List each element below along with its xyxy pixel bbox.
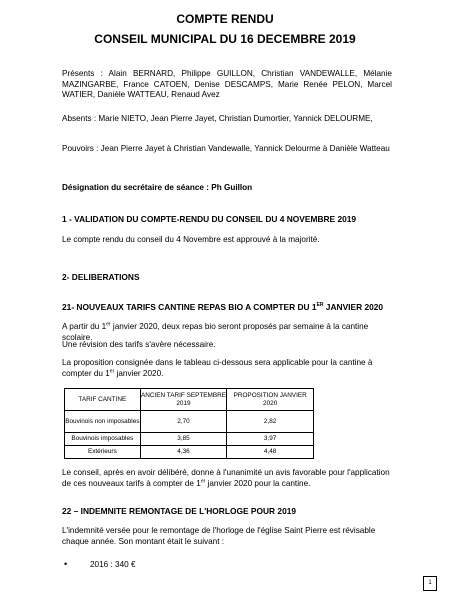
section-2-heading: 2- DELIBERATIONS xyxy=(62,272,140,282)
section-21-paragraph-2: Une révision des tarifs s'avère nécessaire. xyxy=(62,340,216,349)
section-1-text: Le compte rendu du conseil du 4 Novembre est approuvé à la majorité. xyxy=(62,235,320,244)
p1-a: A partir du 1 xyxy=(62,322,107,331)
p4-b: janvier 2020 pour la cantine. xyxy=(205,478,311,488)
table-cell-new: 3,97 xyxy=(227,433,314,446)
section-21-paragraph-3 xyxy=(62,358,392,379)
document-title: COMPTE RENDU xyxy=(176,12,274,26)
section-21-heading xyxy=(62,302,383,312)
secretaire-line: Désignation du secrétaire de séance : Ph Guillon xyxy=(62,183,253,192)
absents-paragraph: Absents : Marie NIETO, Jean Pierre Jayet, Christian Dumortier, Yannick DELOURME, xyxy=(62,114,373,123)
table-header-cell: TARIF CANTINE xyxy=(65,389,141,411)
p4-sup: er xyxy=(200,477,206,484)
table-row xyxy=(65,411,314,433)
section-21-heading-a: 21- NOUVEAUX TARIFS CANTINE REPAS BIO A COMPTER DU 1 xyxy=(62,302,317,312)
p3-b: janvier 2020. xyxy=(114,368,164,378)
table-cell-old: 4,36 xyxy=(140,446,227,459)
p3-a: La proposition consignée dans le tableau ci-dessous sera applicable pour la cantine à compter du 1 xyxy=(62,358,373,378)
table-header-cell: ANCIEN TARIF SEPTEMBRE 2019 xyxy=(140,389,227,411)
p1-sup: er xyxy=(106,321,111,328)
section-21-heading-b: JANVIER 2020 xyxy=(323,302,384,312)
pouvoirs-paragraph: Pouvoirs : Jean Pierre Jayet à Christian Vandewalle, Yannick Delourme à Danièle Watteau xyxy=(62,144,390,153)
section-22-paragraph-1: L'indemnité versée pour le remontage de l'horloge de l'église Saint Pierre est révisable chaque année. Son montant était le suivant : xyxy=(62,526,376,546)
table-row xyxy=(65,446,314,459)
section-21-paragraph-4 xyxy=(62,468,392,489)
tariff-table xyxy=(64,388,314,459)
page-number: 1 xyxy=(423,576,437,591)
table-cell-new: 2,82 xyxy=(227,411,314,433)
p1-b: janvier 2020, deux repas bio seront proposés par semaine à la cantine scolaire. xyxy=(62,322,369,342)
table-header-row xyxy=(65,389,314,411)
table-row xyxy=(65,433,314,446)
table-row-label: Bouvinois non imposables xyxy=(65,411,141,433)
p3-sup: er xyxy=(109,367,115,374)
table-row-label: Extérieurs xyxy=(65,446,141,459)
table-cell-old: 2,70 xyxy=(140,411,227,433)
table-cell-old: 3,85 xyxy=(140,433,227,446)
presents-paragraph: Présents : Alain BERNARD, Philippe GUILLON, Christian VANDEWALLE, Mélanie MAZINGARBE, France CATOEN, Denise DESCAMPS, Marie Renée PELON, Marcel WATIER, Danièle WATTEAU, Renaud Avez xyxy=(62,69,392,99)
section-21-heading-sup: ER xyxy=(316,302,324,309)
table-header-cell: PROPOSITION JANVIER 2020 xyxy=(227,389,314,411)
section-22-heading: 22 – INDEMNITE REMONTAGE DE L'HORLOGE POUR 2019 xyxy=(62,506,297,516)
table-row-label: Bouvinois imposables xyxy=(65,433,141,446)
bullet-item-2016: 2016 : 340 € xyxy=(90,560,136,569)
bullet-icon: • xyxy=(64,559,68,569)
section-1-heading: 1 - VALIDATION DU COMPTE-RENDU DU CONSEIL DU 4 NOVEMBRE 2019 xyxy=(62,214,357,224)
document-subtitle: CONSEIL MUNICIPAL DU 16 DECEMBRE 2019 xyxy=(94,32,356,46)
table-cell-new: 4,48 xyxy=(227,446,314,459)
p4-a: Le conseil, après en avoir délibéré, donne à l'unanimité un avis favorable pour l'application de ces nouveaux tarifs à compter de 1 xyxy=(62,468,390,488)
